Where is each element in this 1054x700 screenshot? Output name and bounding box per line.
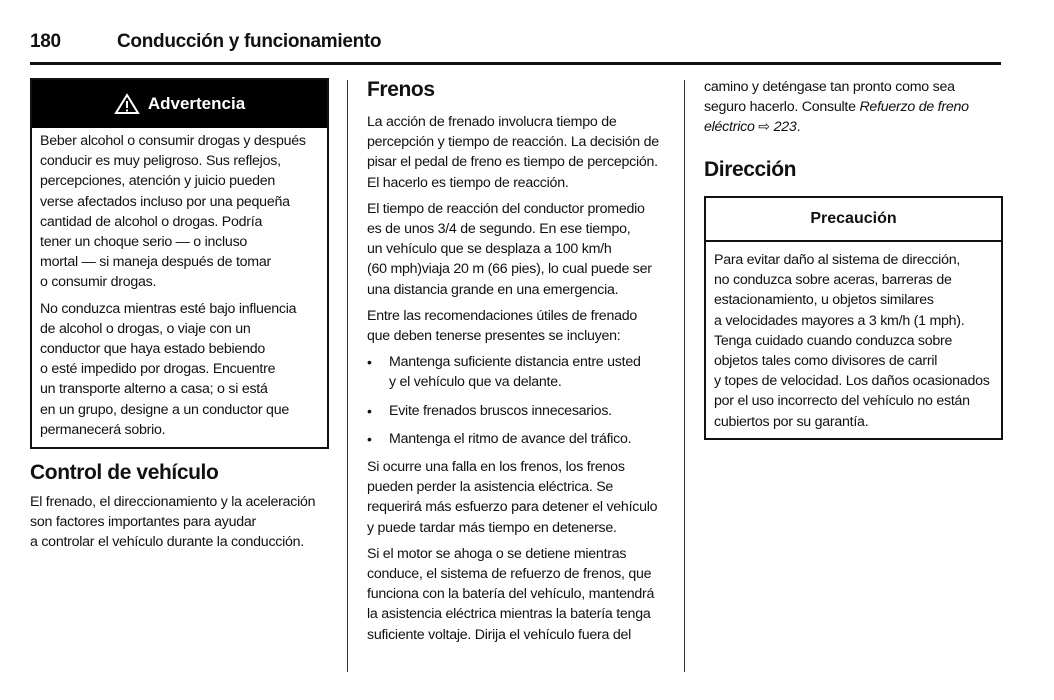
text-line: pueden perder la asistencia eléctrica. Se bbox=[367, 479, 614, 496]
warning-box bbox=[30, 78, 329, 449]
cross-ref-page[interactable]: 223 bbox=[773, 119, 797, 136]
paragraph bbox=[367, 199, 667, 300]
frenos-bullet-list bbox=[367, 352, 667, 449]
text-line: la asistencia eléctrica mientras la batería tenga bbox=[367, 606, 651, 623]
text: . bbox=[796, 119, 801, 136]
bullet-item bbox=[367, 429, 667, 449]
paragraph bbox=[30, 492, 315, 553]
text-line: Tenga cuidado cuando conduzca sobre bbox=[714, 332, 953, 349]
text-line: de alcohol o drogas, o viaje con un bbox=[40, 320, 251, 337]
bullet-icon: • bbox=[367, 402, 372, 419]
text: seguro hacerlo. Consulte bbox=[704, 99, 860, 116]
text-line: y el vehículo que va delante. bbox=[389, 374, 562, 391]
text-line: es de unos 3/4 de segundo. En ese tiempo, bbox=[367, 221, 631, 238]
text-line: mortal — si maneja después de tomar bbox=[40, 254, 271, 271]
text-line: a velocidades mayores a 3 km/h (1 mph). bbox=[714, 312, 965, 329]
text-line: tener un choque serio — o incluso bbox=[40, 234, 248, 251]
text-line: Para evitar daño al sistema de dirección, bbox=[714, 252, 961, 268]
control-body bbox=[30, 492, 315, 553]
text-line: Si ocurre una falla en los frenos, los frenos bbox=[367, 459, 625, 476]
text-line: no conduzca sobre aceras, barreras de bbox=[714, 272, 952, 289]
paragraph bbox=[40, 299, 327, 440]
text-line: El frenado, el direccionamiento y la aceleración bbox=[30, 494, 316, 510]
caution-title: Precaución bbox=[706, 198, 1001, 242]
section-heading-control: Control de vehículo bbox=[30, 461, 219, 484]
header-rule bbox=[30, 62, 1001, 65]
text-line: o esté impedido por drogas. Encuentre bbox=[40, 361, 276, 378]
text-line: No conduzca mientras esté bajo influencia bbox=[40, 300, 297, 317]
text-line: o consumir drogas. bbox=[40, 274, 157, 291]
text-line: Evite frenados bruscos innecesarios. bbox=[389, 402, 612, 419]
text-line: estacionamiento, u objetos similares bbox=[714, 292, 934, 309]
warning-header bbox=[32, 80, 327, 128]
text-line: Beber alcohol o consumir drogas y después bbox=[40, 133, 306, 149]
paragraph bbox=[367, 457, 667, 538]
bullet-icon: • bbox=[367, 354, 372, 371]
paragraph bbox=[367, 112, 667, 193]
column-divider bbox=[684, 80, 685, 672]
bullet-item bbox=[367, 352, 667, 392]
text-line: Mantenga suficiente distancia entre usted bbox=[389, 354, 641, 371]
text-line: percepción y tiempo de reacción. La decisión de bbox=[367, 134, 659, 151]
column-divider bbox=[347, 80, 348, 672]
warning-body bbox=[32, 128, 327, 440]
text-line: camino y deténgase tan pronto como sea bbox=[704, 79, 955, 95]
paragraph bbox=[367, 544, 667, 645]
text-line: por el uso incorrecto del vehículo no están bbox=[714, 393, 970, 410]
paragraph bbox=[367, 306, 667, 346]
text-line: El tiempo de reacción del conductor promedio bbox=[367, 200, 645, 217]
text-line: pisar el pedal de freno es tiempo de percepción. bbox=[367, 154, 658, 171]
page-number: 180 bbox=[30, 31, 61, 52]
text-line: un transporte alterno a casa; o si está bbox=[40, 381, 268, 398]
text-line: en un grupo, designe a un conductor que bbox=[40, 401, 289, 418]
text-line: cubiertos por su garantía. bbox=[714, 413, 869, 430]
text-line: cantidad de alcohol o drogas. Podría bbox=[40, 213, 263, 230]
text-line: a controlar el vehículo durante la conducción. bbox=[30, 534, 305, 551]
text-line bbox=[704, 117, 1004, 137]
section-heading-direccion: Dirección bbox=[704, 157, 797, 181]
text-line: La acción de frenado involucra tiempo de bbox=[367, 114, 617, 130]
warning-triangle-icon bbox=[114, 93, 140, 115]
text-line: un vehículo que se desplaza a 100 km/h bbox=[367, 241, 612, 258]
paragraph bbox=[40, 131, 327, 293]
text-line: requerirá más esfuerzo para detener el vehículo bbox=[367, 499, 658, 516]
text-line: percepciones, atención y juicio pueden bbox=[40, 173, 276, 190]
caution-body bbox=[706, 242, 1001, 432]
text-line: Mantenga el ritmo de avance del tráfico. bbox=[389, 430, 632, 447]
text-line: funciona con la batería del vehículo, mantendrá bbox=[367, 586, 655, 603]
text-line bbox=[704, 97, 1004, 117]
cross-ref-title[interactable]: eléctrico bbox=[704, 119, 755, 136]
text-line: suficiente voltaje. Dirija el vehículo fuera del bbox=[367, 626, 632, 643]
frenos-body-2 bbox=[367, 457, 667, 645]
text-line: que deben tenerse presentes se incluyen: bbox=[367, 328, 621, 345]
text-line: conducir es muy peligroso. Sus reflejos, bbox=[40, 153, 281, 170]
text-line: y puede tardar más tiempo en detenerse. bbox=[367, 519, 617, 536]
text-line: y topes de velocidad. Los daños ocasionados bbox=[714, 373, 990, 390]
text-line: una distancia grande en una emergencia. bbox=[367, 281, 619, 298]
text-line: conduce, el sistema de refuerzo de frenos, que bbox=[367, 566, 652, 583]
text-line: (60 mph)viaja 20 m (66 pies), lo cual puede ser bbox=[367, 261, 652, 278]
bullet-item bbox=[367, 401, 667, 421]
text-line: Si el motor se ahoga o se detiene mientras bbox=[367, 545, 627, 562]
text-line: objetos tales como divisores de carril bbox=[714, 353, 938, 370]
caution-box bbox=[704, 196, 1003, 440]
frenos-body bbox=[367, 112, 667, 346]
text-line: El hacerlo es tiempo de reacción. bbox=[367, 174, 569, 191]
text-line: permanecerá sobrio. bbox=[40, 421, 166, 438]
text-line: conductor que haya estado bebiendo bbox=[40, 341, 265, 358]
text-line: verse afectados incluso por una pequeña bbox=[40, 193, 290, 210]
page-title: Conducción y funcionamiento bbox=[117, 31, 382, 52]
text-line: Entre las recomendaciones útiles de frenado bbox=[367, 307, 638, 324]
text-line: son factores importantes para ayudar bbox=[30, 514, 257, 531]
arrow-icon: ⇨ bbox=[758, 119, 770, 136]
cross-ref-title[interactable]: Refuerzo de freno bbox=[859, 99, 969, 116]
section-heading-frenos: Frenos bbox=[367, 78, 435, 101]
paragraph bbox=[714, 250, 1001, 432]
bullet-icon: • bbox=[367, 430, 372, 447]
warning-title: Advertencia bbox=[147, 94, 246, 113]
